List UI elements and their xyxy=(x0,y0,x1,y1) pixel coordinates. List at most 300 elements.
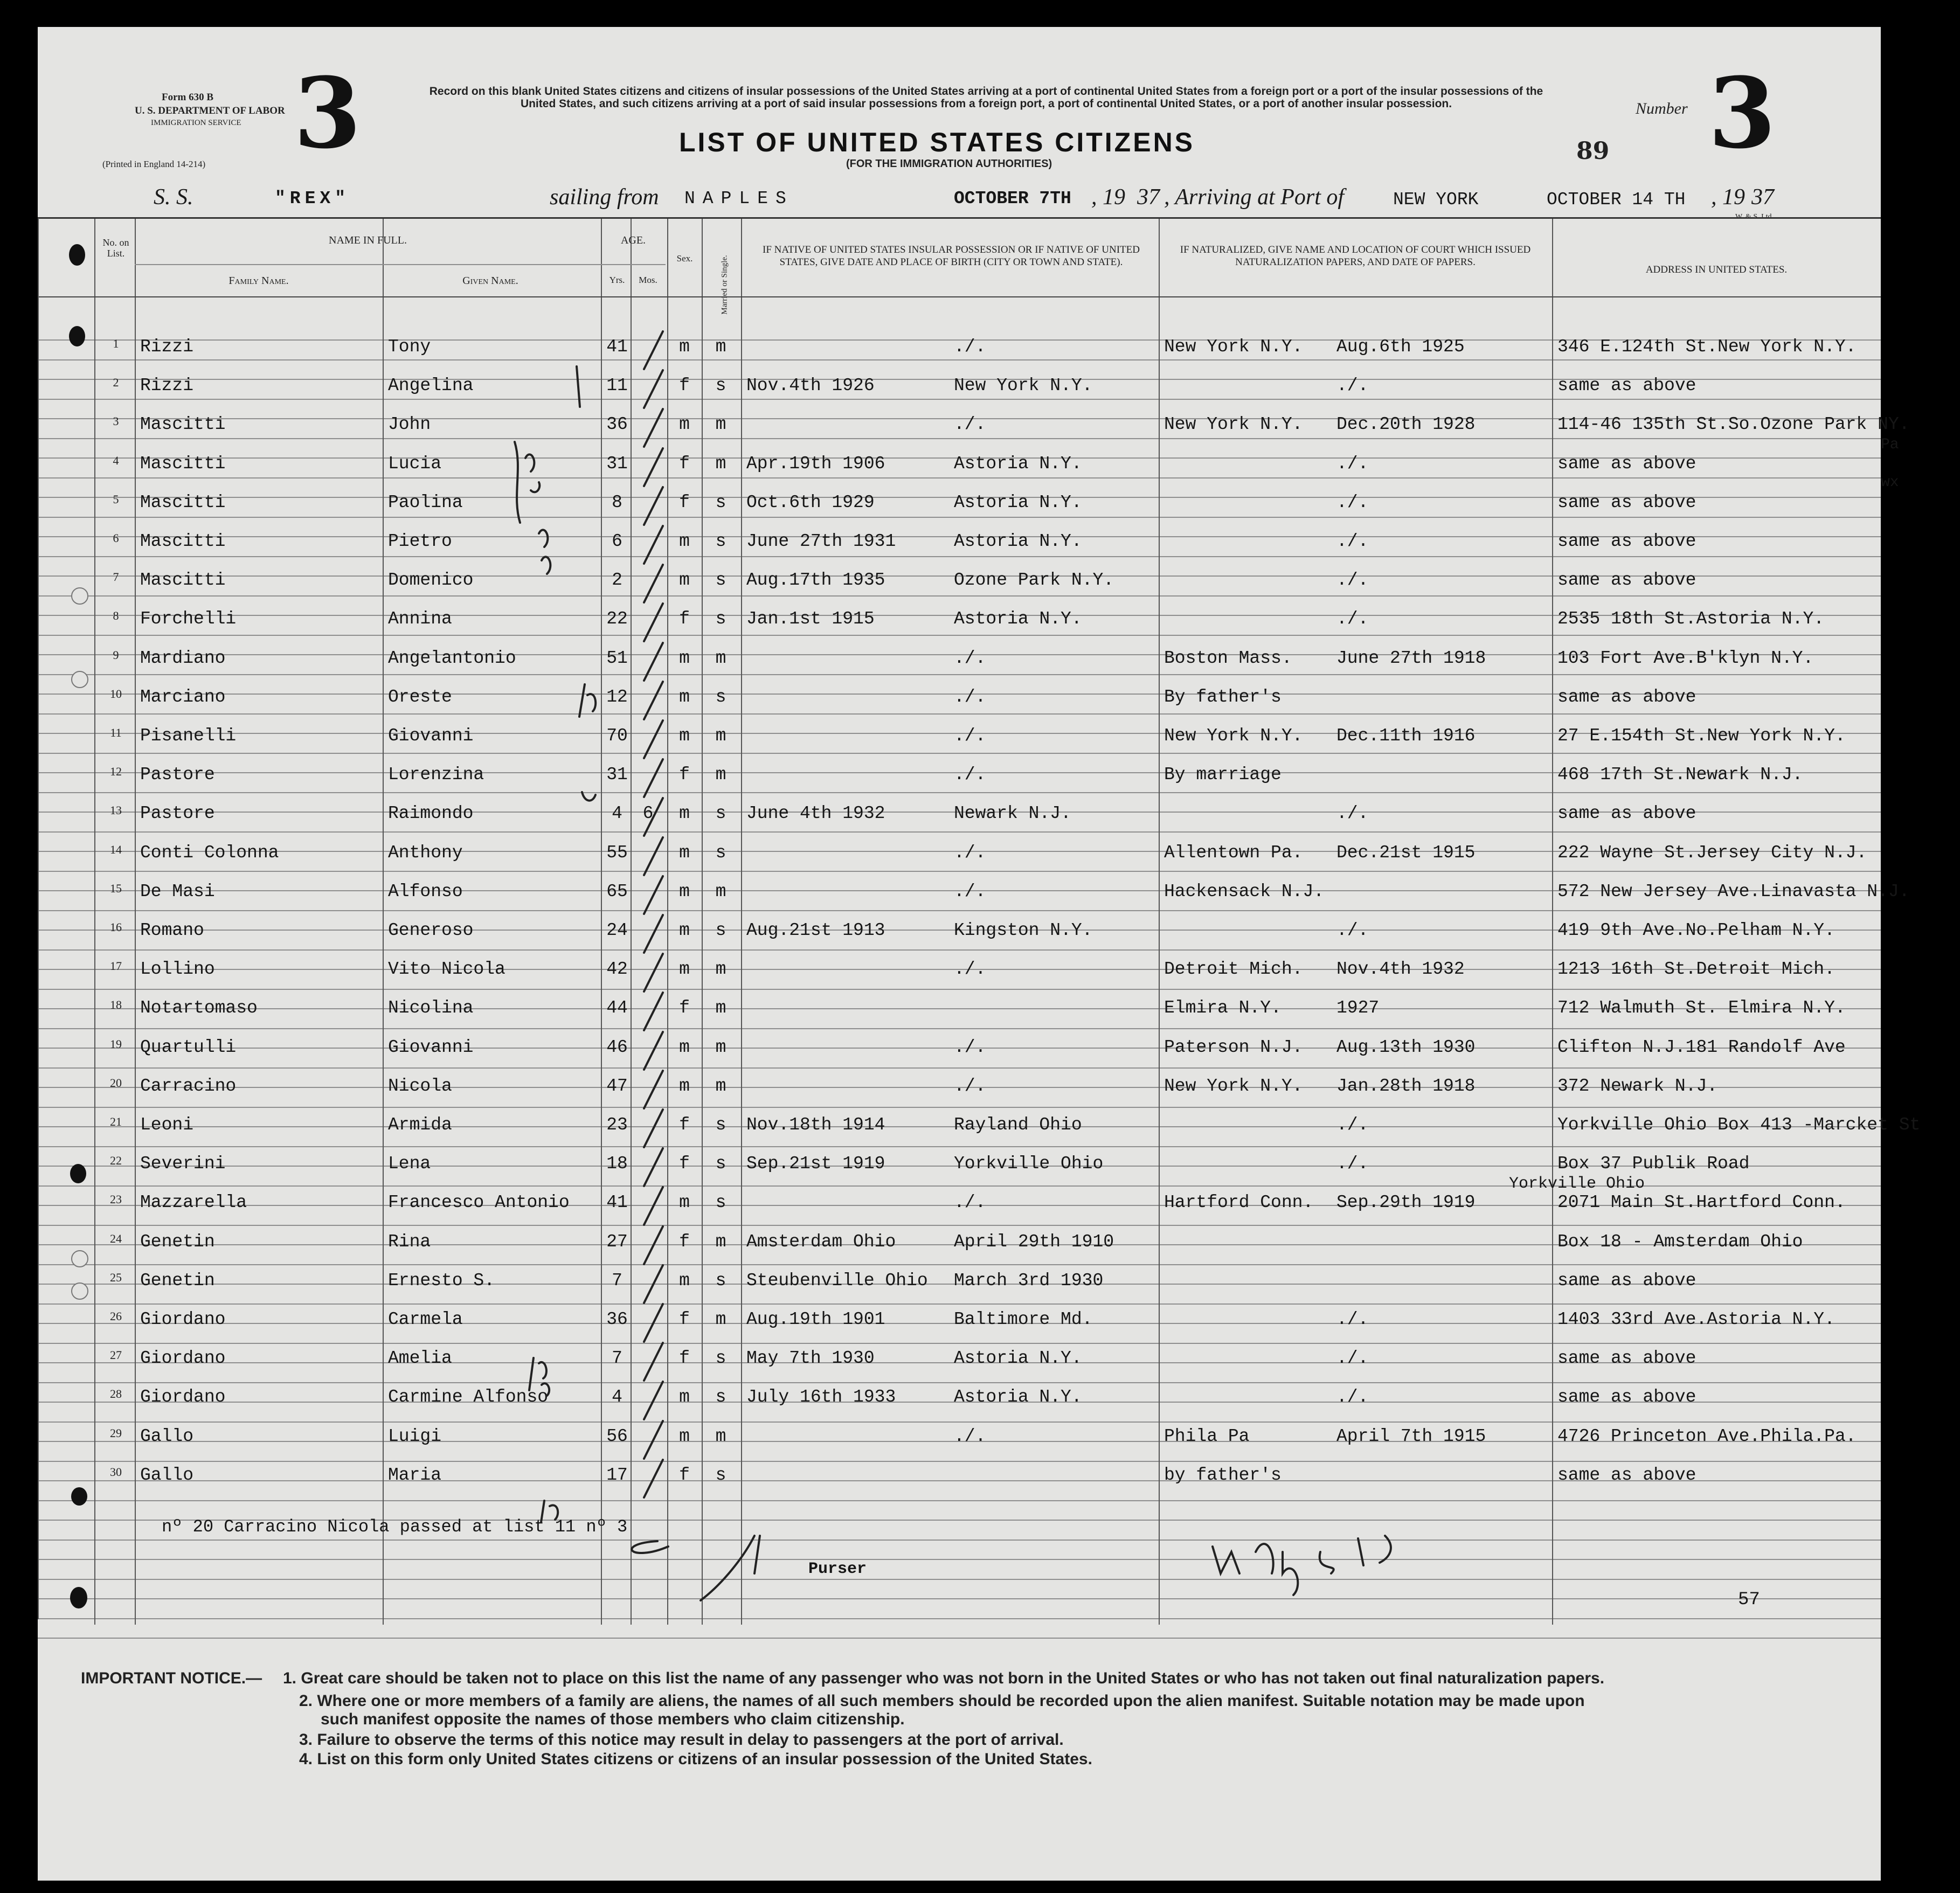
page-subtitle: (FOR THE IMMIGRATION AUTHORITIES) xyxy=(846,158,1052,170)
naturalization-court: by father's xyxy=(1164,1465,1282,1485)
given-name: Domenico xyxy=(388,570,474,590)
sex: m xyxy=(679,959,690,979)
given-name: Angelina xyxy=(388,376,474,396)
age-years: 8 xyxy=(612,493,622,512)
birth-place: ./. xyxy=(954,1192,986,1212)
given-name: Rina xyxy=(388,1232,431,1252)
naturalization-court: Boston Mass. xyxy=(1164,648,1292,668)
col-family-name: Family Name. xyxy=(228,275,289,287)
sex: m xyxy=(679,414,690,434)
arrival-port: NEW YORK xyxy=(1393,190,1479,210)
arrival-year-prefix: , 19 xyxy=(1711,185,1745,210)
sailing-year-prefix: , 19 xyxy=(1091,185,1125,210)
given-name: Nicola xyxy=(388,1076,452,1096)
row-number: 26 xyxy=(110,1309,122,1323)
birth-place: ./. xyxy=(954,1037,986,1057)
birth-place: ./. xyxy=(954,648,986,668)
address: same as above xyxy=(1557,1465,1696,1485)
marital-status: s xyxy=(715,376,726,396)
birth-date: Steubenville Ohio xyxy=(746,1271,928,1291)
age-years: 7 xyxy=(612,1271,622,1291)
family-name: Giordano xyxy=(140,1348,226,1368)
row-number: 20 xyxy=(110,1076,122,1090)
sex: m xyxy=(679,843,690,863)
given-name: Paolina xyxy=(388,493,463,512)
row-number: 11 xyxy=(110,726,122,739)
row-number: 7 xyxy=(113,570,119,584)
row-number: 4 xyxy=(113,454,119,467)
age-years: 70 xyxy=(606,726,628,746)
row-number: 23 xyxy=(110,1192,122,1206)
naturalization-court: New York N.Y. xyxy=(1164,337,1303,357)
strike-note: nº 20 Carracino Nicola passed at list 11 nº 3 xyxy=(162,1517,628,1537)
given-name: Luigi xyxy=(388,1426,442,1446)
family-name: Genetin xyxy=(140,1271,215,1291)
naturalization-date: Aug.13th 1930 xyxy=(1336,1037,1476,1057)
naturalization-court: Elmira N.Y. xyxy=(1164,998,1282,1018)
address: same as above xyxy=(1557,687,1696,707)
birth-date: Aug.21st 1913 xyxy=(746,920,885,940)
col-birth: IF NATIVE OF UNITED STATES INSULAR POSSESSION OR IF NATIVE OF UNITED STATES, GIVE DATE AND PLACE OF BIRTH (CITY OR TOWN AND STATE). xyxy=(763,244,1140,268)
row-number: 17 xyxy=(110,959,122,973)
address: 114-46 135th St.So.Ozone Park NY. xyxy=(1557,414,1910,434)
arrival-date: OCTOBER 14 TH xyxy=(1547,190,1686,210)
birth-place: Astoria N.Y. xyxy=(954,609,1082,629)
naturalization-date: ./. xyxy=(1336,376,1369,396)
given-name: Giovanni xyxy=(388,1037,474,1057)
family-name: Mascitti xyxy=(140,414,226,434)
birth-date: Aug.17th 1935 xyxy=(746,570,885,590)
given-name: Maria xyxy=(388,1465,442,1485)
birth-date: Jan.1st 1915 xyxy=(746,609,875,629)
notice-item-2-cont: such manifest opposite the names of those members who claim citizenship. xyxy=(321,1710,905,1728)
marital-status: s xyxy=(715,843,726,863)
age-years: 41 xyxy=(606,337,628,357)
family-name: Rizzi xyxy=(140,337,194,357)
birth-place: ./. xyxy=(954,959,986,979)
row-number: 5 xyxy=(113,493,119,506)
given-name: Ernesto S. xyxy=(388,1271,495,1291)
age-years: 17 xyxy=(606,1465,628,1485)
given-name: Carmela xyxy=(388,1309,463,1329)
address: 4726 Princeton Ave.Phila.Pa. xyxy=(1557,1426,1857,1446)
birth-place: March 3rd 1930 xyxy=(954,1271,1104,1291)
col-married-single: Married or Single. xyxy=(720,255,729,315)
naturalization-date: ./. xyxy=(1336,454,1369,474)
purser-label: Purser xyxy=(808,1560,867,1578)
age-years: 22 xyxy=(606,609,628,629)
naturalization-date: ./. xyxy=(1336,570,1369,590)
birth-date: Nov.4th 1926 xyxy=(746,376,875,396)
row-number: 24 xyxy=(110,1232,122,1245)
address: Yorkville Ohio Box 413 -Marcket St xyxy=(1557,1115,1921,1135)
birth-place: Astoria N.Y. xyxy=(954,1387,1082,1407)
naturalization-court: Detroit Mich. xyxy=(1164,959,1303,979)
marital-status: m xyxy=(715,414,726,434)
address: same as above xyxy=(1557,454,1696,474)
birth-date: June 4th 1932 xyxy=(746,803,885,823)
birth-date: Sep.21st 1919 xyxy=(746,1154,885,1174)
sex: m xyxy=(679,531,690,551)
given-name: Angelantonio xyxy=(388,648,516,668)
col-naturalized: IF NATURALIZED, GIVE NAME AND LOCATION OF COURT WHICH ISSUED NATURALIZATION PAPERS, AND DATE OF PAPERS. xyxy=(1180,244,1531,268)
address: 346 E.124th St.New York N.Y. xyxy=(1557,337,1857,357)
naturalization-court: New York N.Y. xyxy=(1164,414,1303,434)
sex: f xyxy=(679,1465,690,1485)
ship-name: "REX" xyxy=(275,189,350,209)
sex: f xyxy=(679,1154,690,1174)
given-name: John xyxy=(388,414,431,434)
given-name: Anthony xyxy=(388,843,463,863)
naturalization-date: Jan.28th 1918 xyxy=(1336,1076,1476,1096)
birth-place: ./. xyxy=(954,687,986,707)
row-number: 21 xyxy=(110,1115,122,1128)
birth-place: ./. xyxy=(954,726,986,746)
birth-place: Astoria N.Y. xyxy=(954,1348,1082,1368)
naturalization-date: ./. xyxy=(1336,1348,1369,1368)
age-months: 6 xyxy=(642,803,654,823)
birth-place: New York N.Y. xyxy=(954,376,1093,396)
age-years: 18 xyxy=(606,1154,628,1174)
marital-status: s xyxy=(715,920,726,940)
birth-place: Baltimore Md. xyxy=(954,1309,1093,1329)
age-years: 23 xyxy=(606,1115,628,1135)
address: 419 9th Ave.No.Pelham N.Y. xyxy=(1557,920,1835,940)
address: 103 Fort Ave.B'klyn N.Y. xyxy=(1557,648,1814,668)
sex: f xyxy=(679,765,690,785)
col-given-name: Given Name. xyxy=(462,275,518,287)
family-name: Severini xyxy=(140,1154,226,1174)
printed-note: (Printed in England 14-214) xyxy=(102,159,206,169)
birth-place: April 29th 1910 xyxy=(954,1232,1114,1252)
sex: f xyxy=(679,1348,690,1368)
family-name: Mascitti xyxy=(140,454,226,474)
naturalization-court: New York N.Y. xyxy=(1164,1076,1303,1096)
notice-heading: IMPORTANT NOTICE.— xyxy=(81,1669,262,1687)
address: 222 Wayne St.Jersey City N.J. xyxy=(1557,843,1867,863)
naturalization-date: ./. xyxy=(1336,609,1369,629)
given-name: Lucia xyxy=(388,454,442,474)
address: 2071 Main St.Hartford Conn. xyxy=(1557,1192,1846,1212)
marital-status: m xyxy=(715,998,726,1018)
naturalization-date: ./. xyxy=(1336,1154,1369,1174)
marital-status: s xyxy=(715,1192,726,1212)
sex: m xyxy=(679,648,690,668)
sex: m xyxy=(679,1426,690,1446)
row-number: 18 xyxy=(110,998,122,1011)
row-number: 2 xyxy=(113,376,119,389)
sex: m xyxy=(679,803,690,823)
sheet-number: 89 xyxy=(1576,137,1610,165)
arriving-label: , Arriving at Port of xyxy=(1164,185,1345,210)
marital-status: m xyxy=(715,959,726,979)
address: 372 Newark N.J. xyxy=(1557,1076,1718,1096)
age-years: 4 xyxy=(612,1387,622,1407)
naturalization-date: June 27th 1918 xyxy=(1336,648,1486,668)
department-label: U. S. DEPARTMENT OF LABOR xyxy=(135,105,285,116)
family-name: Quartulli xyxy=(140,1037,237,1057)
marital-status: m xyxy=(715,648,726,668)
address: 572 New Jersey Ave.Linavasta N.J. xyxy=(1557,882,1910,902)
address: same as above xyxy=(1557,376,1696,396)
page-number: 57 xyxy=(1738,1590,1760,1610)
marital-status: m xyxy=(715,454,726,474)
birth-date: May 7th 1930 xyxy=(746,1348,875,1368)
address: 468 17th St.Newark N.J. xyxy=(1557,765,1803,785)
sex: f xyxy=(679,454,690,474)
naturalization-date: ./. xyxy=(1336,493,1369,512)
birth-place: ./. xyxy=(954,1426,986,1446)
naturalization-date: Dec.20th 1928 xyxy=(1336,414,1476,434)
row-number: 16 xyxy=(110,920,122,934)
birth-place: ./. xyxy=(954,337,986,357)
row-number: 13 xyxy=(110,803,122,817)
marital-status: s xyxy=(715,1465,726,1485)
arrival-year: 37 xyxy=(1751,185,1774,210)
marital-status: m xyxy=(715,1076,726,1096)
age-years: 36 xyxy=(606,414,628,434)
marital-status: s xyxy=(715,687,726,707)
address: 1213 16th St.Detroit Mich. xyxy=(1557,959,1835,979)
given-name: Raimondo xyxy=(388,803,474,823)
address-margin-note: Pa xyxy=(1881,436,1899,453)
naturalization-court: By marriage xyxy=(1164,765,1282,785)
sex: m xyxy=(679,1076,690,1096)
row-number: 25 xyxy=(110,1271,122,1284)
record-instruction: Record on this blank United States citizens and citizens of insular possessions of the United States arriving at a port of continental United States from a foreign port or a port of the insular possessions of the United States, and such citizens arriving at a port of said insular possessions from a foreign port, a port of continental United States, or a port of another insular possession. xyxy=(429,85,1543,110)
marital-status: m xyxy=(715,726,726,746)
marital-status: s xyxy=(715,493,726,512)
naturalization-date: ./. xyxy=(1336,1115,1369,1135)
given-name: Nicolina xyxy=(388,998,474,1018)
birth-date: Amsterdam Ohio xyxy=(746,1232,896,1252)
family-name: Mascitti xyxy=(140,493,226,512)
age-years: 11 xyxy=(606,376,628,396)
marital-status: m xyxy=(715,1309,726,1329)
age-years: 2 xyxy=(612,570,622,590)
row-number: 28 xyxy=(110,1387,122,1400)
given-name: Annina xyxy=(388,609,452,629)
naturalization-date: Sep.29th 1919 xyxy=(1336,1192,1476,1212)
age-years: 6 xyxy=(612,531,622,551)
age-years: 12 xyxy=(606,687,628,707)
family-name: Romano xyxy=(140,920,204,940)
given-name: Amelia xyxy=(388,1348,452,1368)
given-name: Francesco Antonio xyxy=(388,1192,570,1212)
family-name: Giordano xyxy=(140,1309,226,1329)
family-name: Notartomaso xyxy=(140,998,258,1018)
family-name: Mazzarella xyxy=(140,1192,247,1212)
address-margin-note-2: wx xyxy=(1881,474,1899,491)
family-name: Rizzi xyxy=(140,376,194,396)
given-name: Lena xyxy=(388,1154,431,1174)
naturalization-date: ./. xyxy=(1336,1387,1369,1407)
age-years: 36 xyxy=(606,1309,628,1329)
birth-date: June 27th 1931 xyxy=(746,531,896,551)
birth-place: ./. xyxy=(954,414,986,434)
row-number: 12 xyxy=(110,765,122,778)
birth-place: Kingston N.Y. xyxy=(954,920,1093,940)
row-number: 29 xyxy=(110,1426,122,1440)
birth-place: ./. xyxy=(954,765,986,785)
marital-status: m xyxy=(715,1426,726,1446)
naturalization-date: ./. xyxy=(1336,920,1369,940)
marital-status: s xyxy=(715,803,726,823)
naturalization-date: Nov.4th 1932 xyxy=(1336,959,1465,979)
birth-place: Yorkville Ohio xyxy=(954,1154,1104,1174)
birth-date: Nov.18th 1914 xyxy=(746,1115,885,1135)
sailing-date: OCTOBER 7TH xyxy=(954,189,1071,209)
marital-status: s xyxy=(715,609,726,629)
form-big-number: 3 xyxy=(294,57,362,170)
age-years: 51 xyxy=(606,648,628,668)
age-years: 65 xyxy=(606,882,628,902)
col-address: ADDRESS IN UNITED STATES. xyxy=(1645,264,1788,275)
naturalization-court: By father's xyxy=(1164,687,1282,707)
birth-date: July 16th 1933 xyxy=(746,1387,896,1407)
address: same as above xyxy=(1557,493,1696,512)
marital-status: s xyxy=(715,570,726,590)
naturalization-date: ./. xyxy=(1336,1309,1369,1329)
birth-place: Astoria N.Y. xyxy=(954,493,1082,512)
sex: f xyxy=(679,609,690,629)
number-label: Number xyxy=(1636,100,1688,117)
age-years: 7 xyxy=(612,1348,622,1368)
row-number: 27 xyxy=(110,1348,122,1362)
sex: m xyxy=(679,687,690,707)
row-19-extra-note: Yorkville Ohio xyxy=(1509,1175,1645,1193)
address: same as above xyxy=(1557,803,1696,823)
address: same as above xyxy=(1557,570,1696,590)
marital-status: m xyxy=(715,1232,726,1252)
col-age: AGE. xyxy=(620,234,646,246)
form-number: Form 630 B xyxy=(162,92,214,103)
naturalization-date: April 7th 1915 xyxy=(1336,1426,1486,1446)
age-years: 46 xyxy=(606,1037,628,1057)
given-name: Oreste xyxy=(388,687,452,707)
age-years: 31 xyxy=(606,765,628,785)
naturalization-date: Aug.6th 1925 xyxy=(1336,337,1465,357)
marital-status: m xyxy=(715,337,726,357)
row-number: 9 xyxy=(113,648,119,662)
age-years: 4 xyxy=(612,803,622,823)
list-number: 3 xyxy=(1708,57,1776,170)
row-number: 15 xyxy=(110,882,122,895)
address: same as above xyxy=(1557,531,1696,551)
naturalization-date: Dec.11th 1916 xyxy=(1336,726,1476,746)
birth-place: Ozone Park N.Y. xyxy=(954,570,1114,590)
family-name: Mascitti xyxy=(140,531,226,551)
sex: m xyxy=(679,726,690,746)
given-name: Lorenzina xyxy=(388,765,484,785)
row-number: 8 xyxy=(113,609,119,622)
sailing-label: sailing from xyxy=(550,185,659,210)
family-name: Gallo xyxy=(140,1426,194,1446)
family-name: Pisanelli xyxy=(140,726,237,746)
address: Clifton N.J.181 Randolf Ave xyxy=(1557,1037,1846,1057)
birth-date: Aug.19th 1901 xyxy=(746,1309,885,1329)
family-name: Gallo xyxy=(140,1465,194,1485)
age-years: 24 xyxy=(606,920,628,940)
birth-place: Astoria N.Y. xyxy=(954,454,1082,474)
sex: f xyxy=(679,1309,690,1329)
marital-status: m xyxy=(715,1037,726,1057)
handwriting-overlay xyxy=(38,27,1881,1881)
marital-status: s xyxy=(715,1154,726,1174)
family-name: Conti Colonna xyxy=(140,843,279,863)
row-number: 30 xyxy=(110,1465,122,1479)
age-years: 56 xyxy=(606,1426,628,1446)
address: same as above xyxy=(1557,1387,1696,1407)
naturalization-court: Allentown Pa. xyxy=(1164,843,1303,863)
row-number: 3 xyxy=(113,414,119,428)
birth-place: ./. xyxy=(954,882,986,902)
naturalization-court: Hackensack N.J. xyxy=(1164,882,1325,902)
family-name: Mardiano xyxy=(140,648,226,668)
service-label: IMMIGRATION SERVICE xyxy=(151,119,241,127)
family-name: Carracino xyxy=(140,1076,237,1096)
family-name: Giordano xyxy=(140,1387,226,1407)
notice-item-1: 1. Great care should be taken not to place on this list the name of any passenger who was not born in the United States or who has not taken out final naturalization papers. xyxy=(283,1669,1605,1687)
sailing-year: 37 xyxy=(1137,185,1160,210)
address: 712 Walmuth St. Elmira N.Y. xyxy=(1557,998,1846,1018)
marital-status: s xyxy=(715,1348,726,1368)
birth-place: Newark N.J. xyxy=(954,803,1071,823)
address: 2535 18th St.Astoria N.Y. xyxy=(1557,609,1825,629)
row-number: 6 xyxy=(113,531,119,545)
sex: m xyxy=(679,920,690,940)
marital-status: s xyxy=(715,531,726,551)
naturalization-court: Paterson N.J. xyxy=(1164,1037,1303,1057)
age-years: 41 xyxy=(606,1192,628,1212)
address: same as above xyxy=(1557,1271,1696,1291)
sex: f xyxy=(679,998,690,1018)
notice-item-2: 2. Where one or more members of a family are aliens, the names of all such members should be recorded upon the alien manifest. Suitable notation may be made upon xyxy=(299,1692,1585,1710)
sex: m xyxy=(679,337,690,357)
age-years: 47 xyxy=(606,1076,628,1096)
age-years: 31 xyxy=(606,454,628,474)
address: 1403 33rd Ave.Astoria N.Y. xyxy=(1557,1309,1835,1329)
naturalization-date: ./. xyxy=(1336,531,1369,551)
naturalization-date: ./. xyxy=(1336,803,1369,823)
row-number: 1 xyxy=(113,337,119,350)
col-age-mos: Mos. xyxy=(639,275,657,285)
family-name: Pastore xyxy=(140,765,215,785)
sex: m xyxy=(679,1192,690,1212)
marital-status: m xyxy=(715,765,726,785)
naturalization-court: New York N.Y. xyxy=(1164,726,1303,746)
birth-date: Apr.19th 1906 xyxy=(746,454,885,474)
sex: m xyxy=(679,1271,690,1291)
given-name: Alfonso xyxy=(388,882,463,902)
family-name: Pastore xyxy=(140,803,215,823)
row-number: 19 xyxy=(110,1037,122,1051)
given-name: Pietro xyxy=(388,531,452,551)
row-number: 10 xyxy=(110,687,122,701)
family-name: Genetin xyxy=(140,1232,215,1252)
notice-item-4: 4. List on this form only United States citizens or citizens of an insular possession of the United States. xyxy=(299,1750,1092,1768)
col-name-in-full: NAME IN FULL. xyxy=(329,234,407,246)
birth-place: ./. xyxy=(954,1076,986,1096)
row-number: 22 xyxy=(110,1154,122,1167)
naturalization-court: Phila Pa xyxy=(1164,1426,1250,1446)
age-years: 44 xyxy=(606,998,628,1018)
sex: f xyxy=(679,493,690,512)
family-name: Lollino xyxy=(140,959,215,979)
family-name: Leoni xyxy=(140,1115,194,1135)
family-name: Mascitti xyxy=(140,570,226,590)
marital-status: m xyxy=(715,882,726,902)
